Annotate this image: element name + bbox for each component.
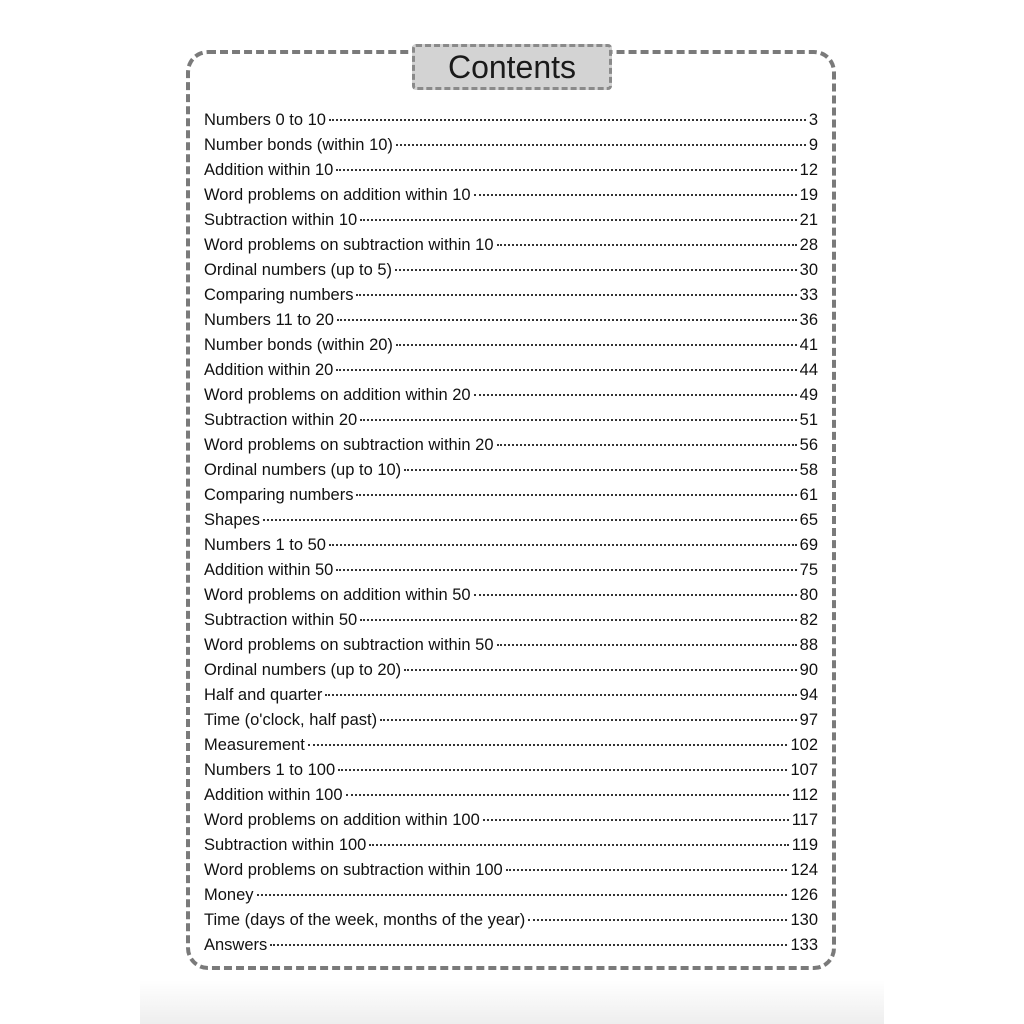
toc-entry-title: Time (days of the week, months of the year) bbox=[204, 911, 526, 929]
toc-entry-page: 41 bbox=[799, 336, 818, 354]
toc-entry-title: Word problems on subtraction within 50 bbox=[204, 636, 494, 654]
toc-entry-title: Subtraction within 100 bbox=[204, 836, 367, 854]
dot-leader bbox=[336, 168, 796, 171]
toc-entry-title: Time (o'clock, half past) bbox=[204, 711, 378, 729]
toc-entry bbox=[204, 258, 818, 283]
toc-entry bbox=[204, 858, 818, 883]
toc-entry-title: Subtraction within 50 bbox=[204, 611, 358, 629]
toc-entry-title: Word problems on addition within 10 bbox=[204, 186, 471, 204]
toc-entry bbox=[204, 333, 818, 358]
dot-leader bbox=[506, 868, 788, 871]
dot-leader bbox=[483, 818, 789, 821]
toc-entry bbox=[204, 158, 818, 183]
toc-entry-page: 3 bbox=[808, 111, 818, 129]
contents-heading-text: Contents bbox=[447, 48, 577, 85]
toc-entry bbox=[204, 533, 818, 558]
dot-leader bbox=[474, 193, 797, 196]
dot-leader bbox=[329, 118, 806, 121]
toc-entry-page: 65 bbox=[799, 511, 818, 529]
toc-entry-title: Measurement bbox=[204, 736, 305, 754]
dot-leader bbox=[257, 893, 788, 896]
dot-leader bbox=[395, 268, 797, 271]
toc-entry-title: Word problems on subtraction within 10 bbox=[204, 236, 494, 254]
toc-entry bbox=[204, 708, 818, 733]
dot-leader bbox=[396, 343, 797, 346]
dot-leader bbox=[263, 518, 797, 521]
toc-entry bbox=[204, 308, 818, 333]
dot-leader bbox=[336, 368, 796, 371]
toc-entry bbox=[204, 183, 818, 208]
toc-entry-page: 88 bbox=[799, 636, 818, 654]
toc-entry-title: Number bonds (within 10) bbox=[204, 136, 393, 154]
toc-entry bbox=[204, 233, 818, 258]
toc-entry-page: 130 bbox=[790, 911, 818, 929]
toc-entry-page: 117 bbox=[791, 811, 818, 829]
dot-leader bbox=[356, 293, 796, 296]
toc-entry-title: Answers bbox=[204, 936, 268, 954]
toc-entry bbox=[204, 383, 818, 408]
toc-entry bbox=[204, 508, 818, 533]
toc-entry-page: 9 bbox=[808, 136, 818, 154]
toc-entry-page: 112 bbox=[791, 786, 818, 804]
dot-leader bbox=[404, 468, 796, 471]
toc-entry-page: 28 bbox=[799, 236, 818, 254]
dot-leader bbox=[325, 693, 796, 696]
toc-entry bbox=[204, 658, 818, 683]
toc-entry-page: 82 bbox=[799, 611, 818, 629]
page-bottom-shadow bbox=[140, 980, 884, 1024]
toc-entry-title: Ordinal numbers (up to 20) bbox=[204, 661, 402, 679]
toc-entry-title: Numbers 11 to 20 bbox=[204, 311, 334, 329]
toc-entry-title: Ordinal numbers (up to 10) bbox=[204, 461, 402, 479]
toc-entry bbox=[204, 883, 818, 908]
toc-entry-page: 49 bbox=[799, 386, 818, 404]
toc-entry bbox=[204, 133, 818, 158]
toc-entry-title: Addition within 10 bbox=[204, 161, 334, 179]
toc-entry-page: 44 bbox=[799, 361, 818, 379]
toc-entry-title: Numbers 1 to 100 bbox=[204, 761, 336, 779]
toc-entry bbox=[204, 483, 818, 508]
toc-entry bbox=[204, 908, 818, 933]
dot-leader bbox=[380, 718, 797, 721]
toc-entry-title: Addition within 20 bbox=[204, 361, 334, 379]
toc-entry-page: 58 bbox=[799, 461, 818, 479]
toc-entry-title: Addition within 50 bbox=[204, 561, 334, 579]
dot-leader bbox=[336, 568, 796, 571]
toc-entry-page: 90 bbox=[799, 661, 818, 679]
toc-entry-page: 36 bbox=[799, 311, 818, 329]
dot-leader bbox=[497, 243, 797, 246]
toc-entry-title: Money bbox=[204, 886, 254, 904]
toc-entry-page: 30 bbox=[799, 261, 818, 279]
toc-entry-page: 75 bbox=[799, 561, 818, 579]
toc-entry-page: 126 bbox=[790, 886, 818, 904]
toc-entry-page: 119 bbox=[791, 836, 818, 854]
toc-entry bbox=[204, 458, 818, 483]
toc-entry bbox=[204, 583, 818, 608]
toc-entry-title: Numbers 1 to 50 bbox=[204, 536, 326, 554]
toc-entry-page: 51 bbox=[799, 411, 818, 429]
toc-entry-page: 107 bbox=[790, 761, 818, 779]
toc-entry bbox=[204, 208, 818, 233]
dot-leader bbox=[497, 443, 797, 446]
dot-leader bbox=[404, 668, 796, 671]
toc-entry-page: 80 bbox=[799, 586, 818, 604]
toc-entry-page: 94 bbox=[799, 686, 818, 704]
toc-entry-title: Comparing numbers bbox=[204, 286, 354, 304]
toc-entry-title: Number bonds (within 20) bbox=[204, 336, 393, 354]
toc-entry bbox=[204, 683, 818, 708]
dot-leader bbox=[356, 493, 796, 496]
toc-entry bbox=[204, 408, 818, 433]
dot-leader bbox=[329, 543, 797, 546]
toc-entry-page: 12 bbox=[799, 161, 818, 179]
toc-entry-title: Word problems on addition within 50 bbox=[204, 586, 471, 604]
dot-leader bbox=[474, 393, 797, 396]
toc-entry bbox=[204, 433, 818, 458]
toc-entry-title: Word problems on addition within 20 bbox=[204, 386, 471, 404]
dot-leader bbox=[346, 793, 789, 796]
toc-entry-title: Ordinal numbers (up to 5) bbox=[204, 261, 393, 279]
toc-entry-page: 133 bbox=[790, 936, 818, 954]
toc-entry-page: 97 bbox=[799, 711, 818, 729]
toc-entry-page: 21 bbox=[799, 211, 818, 229]
toc-entry bbox=[204, 283, 818, 308]
toc-entry bbox=[204, 108, 818, 133]
dot-leader bbox=[528, 918, 787, 921]
toc-entry-title: Word problems on subtraction within 20 bbox=[204, 436, 494, 454]
toc-entry bbox=[204, 933, 818, 958]
toc-entry-page: 33 bbox=[799, 286, 818, 304]
toc-entry-title: Subtraction within 20 bbox=[204, 411, 358, 429]
toc-entry-title: Comparing numbers bbox=[204, 486, 354, 504]
table-of-contents bbox=[204, 108, 818, 958]
toc-entry-page: 69 bbox=[799, 536, 818, 554]
dot-leader bbox=[369, 843, 788, 846]
dot-leader bbox=[308, 743, 788, 746]
toc-entry bbox=[204, 733, 818, 758]
toc-entry-page: 124 bbox=[790, 861, 818, 879]
dot-leader bbox=[360, 618, 796, 621]
dot-leader bbox=[360, 218, 796, 221]
toc-entry-title: Subtraction within 10 bbox=[204, 211, 358, 229]
toc-entry-title: Shapes bbox=[204, 511, 260, 529]
toc-entry-title: Word problems on subtraction within 100 bbox=[204, 861, 503, 879]
dot-leader bbox=[474, 593, 797, 596]
toc-entry-page: 61 bbox=[799, 486, 818, 504]
dot-leader bbox=[270, 943, 787, 946]
toc-entry bbox=[204, 758, 818, 783]
contents-heading bbox=[412, 44, 612, 90]
toc-entry-title: Addition within 100 bbox=[204, 786, 343, 804]
toc-entry bbox=[204, 633, 818, 658]
toc-entry bbox=[204, 608, 818, 633]
dot-leader bbox=[338, 768, 787, 771]
toc-entry-title: Half and quarter bbox=[204, 686, 323, 704]
toc-entry-title: Numbers 0 to 10 bbox=[204, 111, 326, 129]
dot-leader bbox=[396, 143, 806, 146]
book-page bbox=[140, 0, 884, 1024]
toc-entry bbox=[204, 833, 818, 858]
toc-entry bbox=[204, 783, 818, 808]
toc-entry bbox=[204, 358, 818, 383]
dot-leader bbox=[360, 418, 796, 421]
toc-entry-page: 19 bbox=[799, 186, 818, 204]
toc-entry-title: Word problems on addition within 100 bbox=[204, 811, 480, 829]
toc-entry bbox=[204, 808, 818, 833]
toc-entry bbox=[204, 558, 818, 583]
dot-leader bbox=[497, 643, 797, 646]
toc-entry-page: 56 bbox=[799, 436, 818, 454]
dot-leader bbox=[337, 318, 797, 321]
toc-entry-page: 102 bbox=[790, 736, 818, 754]
